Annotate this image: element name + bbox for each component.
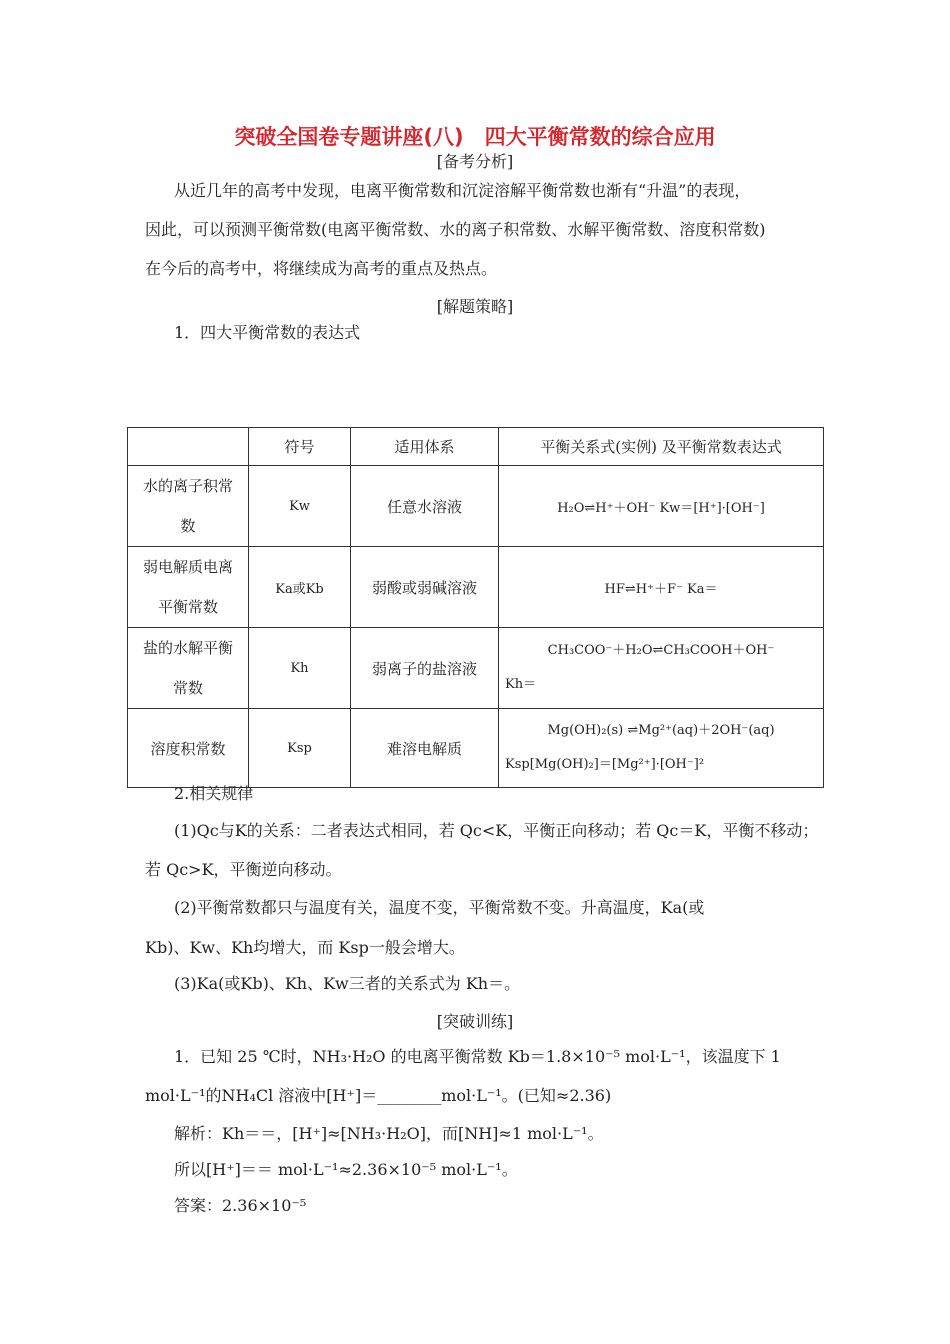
table-header-cell: 适用体系 <box>351 428 499 466</box>
rules-line-5: (3)Ka(或Kb)、Kh、Kw三者的关系式为 Kh＝。 <box>174 974 521 993</box>
constant-name-cell <box>128 628 249 709</box>
table-header-row <box>128 428 824 466</box>
system-cell: 难溶电解质 <box>351 709 499 788</box>
constant-name-line: 弱电解质电离 <box>142 558 233 576</box>
expression-line: Kh＝ <box>505 677 537 692</box>
item-1-heading: 1．四大平衡常数的表达式 <box>174 323 361 342</box>
expression-cell <box>499 628 824 709</box>
training-line-2: mol·L⁻¹的NH₄Cl 溶液中[H⁺]＝________mol·L⁻¹。(已知≈2.36) <box>145 1086 612 1105</box>
constant-name-line: 数 <box>180 517 196 535</box>
symbol-cell: Kh <box>249 628 351 709</box>
equilibrium-constants-table <box>127 427 824 788</box>
expression-line: HF⇌H⁺＋F⁻ Ka＝ <box>604 581 718 597</box>
table-header-cell: 平衡关系式(实例) 及平衡常数表达式 <box>499 428 824 466</box>
training-line-3: 解析：Kh＝＝，[H⁺]≈[NH₃·H₂O]，而[NH]≈1 mol·L⁻¹。 <box>174 1124 604 1143</box>
expression-line: Mg(OH)₂(s) ⇌Mg²⁺(aq)＋2OH⁻(aq) <box>547 723 775 738</box>
constant-name-cell <box>128 547 249 628</box>
symbol-cell: Ksp <box>249 709 351 788</box>
table-row <box>128 466 824 547</box>
system-cell: 弱离子的盐溶液 <box>351 628 499 709</box>
training-line-1: 1．已知 25 ℃时，NH₃·H₂O 的电离平衡常数 Kb＝1.8×10⁻⁵ mol·L⁻¹，该温度下 1 <box>174 1047 781 1066</box>
table-row <box>128 709 824 788</box>
rules-line-4: Kb)、Kw、Kh均增大，而 Ksp一般会增大。 <box>145 938 465 957</box>
symbol-cell: Kw <box>249 466 351 547</box>
rules-heading: 2.相关规律 <box>174 784 254 803</box>
expression-cell <box>499 709 824 788</box>
system-cell: 任意水溶液 <box>351 466 499 547</box>
table-row <box>128 547 824 628</box>
constant-name-line: 溶度积常数 <box>150 739 226 758</box>
analysis-line-1: 从近几年的高考中发现，电离平衡常数和沉淀溶解平衡常数也渐有“升温”的表现， <box>174 181 751 200</box>
expression-line: CH₃COO⁻＋H₂O⇌CH₃COOH＋OH⁻ <box>547 643 775 658</box>
symbol-cell: Ka或Kb <box>249 547 351 628</box>
rules-line-2: 若 Qc>K，平衡逆向移动。 <box>145 860 342 879</box>
page-title: 突破全国卷专题讲座(八) 四大平衡常数的综合应用 <box>234 125 716 149</box>
constant-name-line: 常数 <box>172 679 203 697</box>
rules-line-1: (1)Qc与K的关系：二者表达式相同，若 Qc<K，平衡正向移动；若 Qc＝K，平衡不移动； <box>174 821 819 840</box>
analysis-heading: [备考分析] <box>436 152 514 171</box>
rules-line-3: (2)平衡常数都只与温度有关，温度不变，平衡常数不变。升高温度，Ka(或 <box>174 898 705 917</box>
training-line-4: 所以[H⁺]＝＝ mol·L⁻¹≈2.36×10⁻⁵ mol·L⁻¹。 <box>174 1160 518 1179</box>
analysis-line-3: 在今后的高考中，将继续成为高考的重点及热点。 <box>145 259 498 278</box>
constant-name-line: 盐的水解平衡 <box>142 639 233 657</box>
strategy-heading: [解题策略] <box>436 297 514 316</box>
expression-line: H₂O⇌H⁺＋OH⁻ Kw＝[H⁺]·[OH⁻] <box>557 500 765 516</box>
expression-cell <box>499 466 824 547</box>
training-heading: [突破训练] <box>436 1012 514 1031</box>
expression-line: Ksp[Mg(OH)₂]＝[Mg²⁺]·[OH⁻]² <box>505 757 705 772</box>
expression-cell <box>499 547 824 628</box>
table-header-cell <box>128 428 249 466</box>
table-row <box>128 628 824 709</box>
constant-name-line: 水的离子积常 <box>142 477 233 495</box>
constant-name-cell <box>128 709 249 788</box>
constant-name-cell <box>128 466 249 547</box>
constant-name-line: 平衡常数 <box>157 598 218 616</box>
table-header-cell: 符号 <box>249 428 351 466</box>
system-cell: 弱酸或弱碱溶液 <box>351 547 499 628</box>
analysis-line-2: 因此，可以预测平衡常数(电离平衡常数、水的离子积常数、水解平衡常数、溶度积常数) <box>145 220 766 239</box>
training-answer: 答案：2.36×10⁻⁵ <box>174 1196 307 1215</box>
